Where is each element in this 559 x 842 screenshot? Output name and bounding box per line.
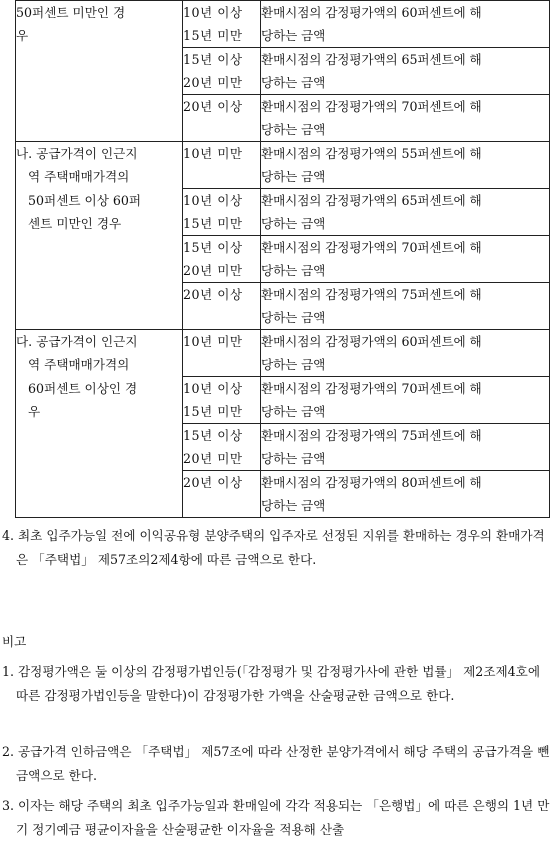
period-cell: 20년 이상 xyxy=(183,95,261,142)
table-row xyxy=(16,1,550,48)
period-cell: 10년 미만 xyxy=(183,142,261,189)
table-row xyxy=(16,330,550,377)
item-4-paragraph: 4. 최초 입주가능일 전에 이익공유형 분양주택의 입주자로 선정된 지위를 환매하는 경우의 환매가격은 「주택법」 제57조의2제4항에 따른 금액으로 한다. xyxy=(2,528,545,568)
period-cell: 20년 이상 xyxy=(183,283,261,330)
amount-cell: 환매시점의 감정평가액의 55퍼센트에 해 당하는 금액 xyxy=(261,142,550,189)
amount-cell: 환매시점의 감정평가액의 65퍼센트에 해 당하는 금액 xyxy=(261,189,550,236)
period-cell: 10년 이상 15년 미만 xyxy=(183,189,261,236)
period-cell: 15년 이상 20년 미만 xyxy=(183,424,261,471)
amount-cell: 환매시점의 감정평가액의 60퍼센트에 해 당하는 금액 xyxy=(261,1,550,48)
note-3: 3. 이자는 해당 주택의 최초 입주가능일과 환매일에 각각 적용되는 「은행법」에 따른 은행의 1년 만기 정기예금 평균이자율을 산술평균한 이자율을 적용해 산출 xyxy=(2,798,550,838)
period-cell: 20년 이상 xyxy=(183,471,261,518)
amount-cell: 환매시점의 감정평가액의 80퍼센트에 해 당하는 금액 xyxy=(261,471,550,518)
category-cell: 50퍼센트 미만인 경 우 xyxy=(16,1,183,142)
period-cell: 10년 이상 15년 미만 xyxy=(183,377,261,424)
category-cell: 나. 공급가격이 인근지 역 주택매매가격의 50퍼센트 이상 60퍼 센트 미만인 경우 xyxy=(16,142,183,330)
period-cell: 15년 이상 20년 미만 xyxy=(183,48,261,95)
note-2: 2. 공급가격 인하금액은 「주택법」 제57조에 따라 산정한 분양가격에서 해당 주택의 공급가격을 뺀 금액으로 한다. xyxy=(2,744,554,784)
amount-cell: 환매시점의 감정평가액의 75퍼센트에 해 당하는 금액 xyxy=(261,424,550,471)
amount-cell: 환매시점의 감정평가액의 70퍼센트에 해 당하는 금액 xyxy=(261,377,550,424)
amount-cell: 환매시점의 감정평가액의 70퍼센트에 해 당하는 금액 xyxy=(261,95,550,142)
period-cell: 10년 이상 15년 미만 xyxy=(183,1,261,48)
amount-cell: 환매시점의 감정평가액의 65퍼센트에 해 당하는 금액 xyxy=(261,48,550,95)
amount-cell: 환매시점의 감정평가액의 75퍼센트에 해 당하는 금액 xyxy=(261,283,550,330)
note-1: 1. 감정평가액은 둘 이상의 감정평가법인등(「감정평가 및 감정평가사에 관한 법률」 제2조제4호에 따른 감정평가법인등을 말한다)이 감정평가한 가액을 산술평균한 금액으로 한다. xyxy=(2,664,545,704)
repurchase-price-table xyxy=(15,0,550,518)
period-cell: 10년 미만 xyxy=(183,330,261,377)
notes-heading: 비고 xyxy=(2,634,27,649)
category-cell: 다. 공급가격이 인근지 역 주택매매가격의 60퍼센트 이상인 경 우 xyxy=(16,330,183,518)
amount-cell: 환매시점의 감정평가액의 70퍼센트에 해 당하는 금액 xyxy=(261,236,550,283)
period-cell: 15년 이상 20년 미만 xyxy=(183,236,261,283)
table-row xyxy=(16,142,550,189)
amount-cell: 환매시점의 감정평가액의 60퍼센트에 해 당하는 금액 xyxy=(261,330,550,377)
